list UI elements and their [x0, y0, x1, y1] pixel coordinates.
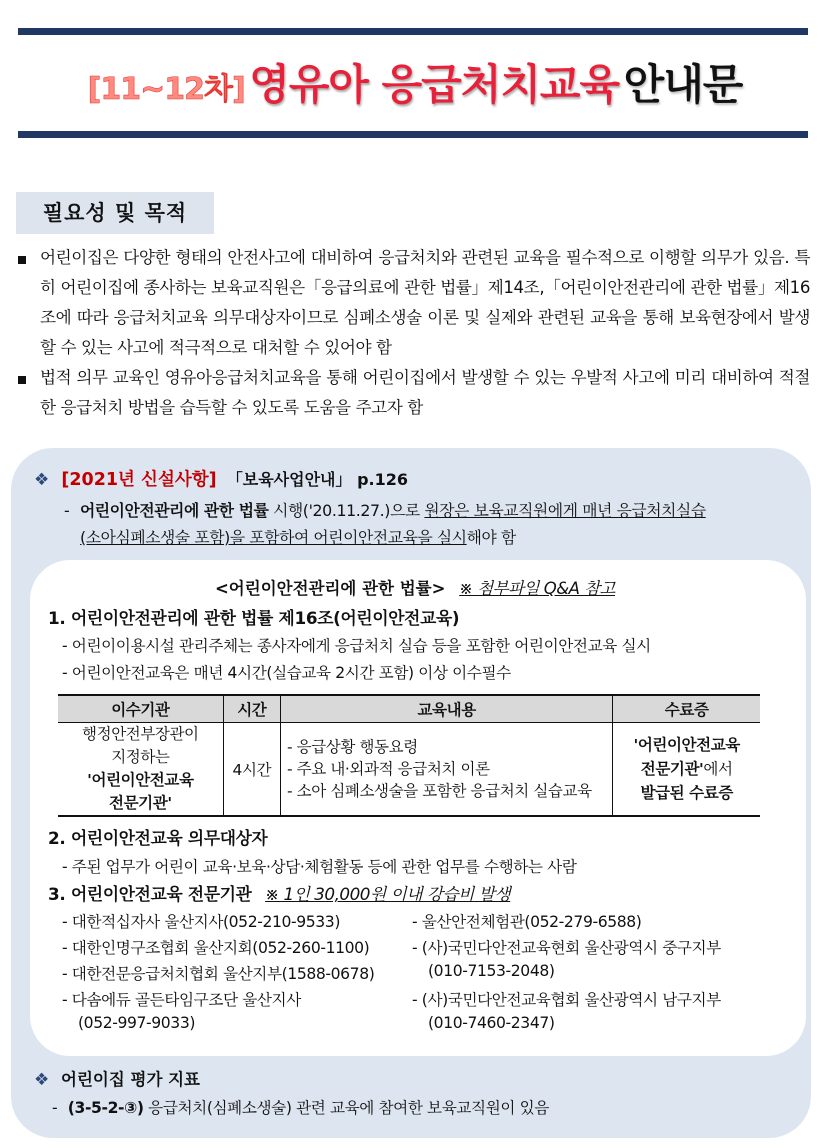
law-item: - 어린이안전교육은 매년 4시간(실습교육 2시간 포함) 이상 이수필수	[62, 664, 511, 682]
purpose-paragraph-1: 어린이집은 다양한 형태의 안전사고에 대비하여 응급처치와 관련된 교육을 필수적으로 이행할 의무가 있음. 특히 어린이집에 종사하는 보육교직원은「응급의료에 관한 법률」제14조,「어린이안전관리에 관한 법률」제16조에 따라 응급처치교육 의무대상자이므로 심폐소생술 이론 및 실제와 관련된 교육을 통해 보육현장에서 발생할 수 있는 사고에 적극적으로 대처할 수 있어야 함	[18, 243, 810, 363]
table-header: 수료증	[613, 695, 760, 723]
purpose-paragraph-2: 법적 의무 교육인 영유아응급처치교육을 통해 어린이집에서 발생할 수 있는 우발적 사고에 미리 대비하여 적절한 응급처치 방법을 습득할 수 있도록 도움을 주고자 함	[18, 363, 810, 423]
square-bullet-icon	[18, 256, 26, 264]
law-item: - 주된 업무가 어린이 교육·보육·상담·체험활동 등에 관한 업무를 수행하는 사람	[62, 858, 577, 876]
new-items-label: [2021년 신설사항]	[61, 470, 217, 490]
agency-list-item: (010-7460-2347)	[428, 1014, 555, 1032]
agency-list-item: (052-997-9033)	[78, 1014, 196, 1032]
agency-list-item: - (사)국민다안전교육현회 울산광역시 중구지부	[412, 939, 721, 957]
table-header-row	[58, 695, 760, 723]
agency-list-item: (010-7153-2048)	[428, 962, 555, 980]
agency-list-item: - (사)국민다안전교육협회 울산광역시 남구지부	[412, 991, 721, 1009]
law-title: <어린이안전관리에 관한 법률> ※ 첨부파일 Q&A 참고	[214, 579, 615, 598]
education-table	[58, 694, 760, 817]
agency-list-item: - 대한전문응급처치협회 울산지부(1588-0678)	[62, 965, 375, 983]
attachment-note: ※ 첨부파일 Q&A 참고	[459, 579, 615, 598]
law-heading-1: 1. 어린이안전관리에 관한 법률 제16조(어린이안전교육)	[48, 608, 460, 628]
agency-cell: 행정안전부장관이 지정하는 '어린이안전교육 전문기관'	[58, 723, 223, 817]
agency-list-item: - 다솜에듀 골든타임구조단 울산지사	[62, 991, 301, 1009]
agency-list-item: - 대한인명구조협회 울산지회(052-260-1100)	[62, 939, 370, 957]
table-header: 시간	[223, 695, 280, 723]
title-main: 영유아 응급처치교육	[249, 60, 620, 109]
page-title	[0, 52, 830, 112]
bottom-rule	[18, 131, 808, 138]
evaluation-item: - (3-5-2-③) 응급처치(심폐소생술) 관련 교육에 참여한 보육교직원이 있음	[52, 1099, 549, 1117]
law-heading-3: 3. 어린이안전교육 전문기관 ※ 1인 30,000원 이내 강습비 발생	[48, 884, 511, 904]
agency-list-item: - 대한적십자사 울산지사(052-210-9533)	[62, 913, 341, 931]
evaluation-code: (3-5-2-③)	[67, 1099, 144, 1117]
new-items-heading	[34, 466, 408, 491]
new-items-ref: 「보육사업안내」 p.126	[226, 470, 409, 489]
law-item: - 어린이이용시설 관리주체는 종사자에게 응급처치 실습 등을 포함한 어린이안전교육 실시	[62, 637, 651, 655]
section-heading-purpose: 필요성 및 목적	[16, 192, 214, 234]
fee-note: ※ 1인 30,000원 이내 강습비 발생	[265, 884, 511, 904]
law-heading-2: 2. 어린이안전교육 의무대상자	[48, 828, 268, 848]
table-header: 교육내용	[280, 695, 612, 723]
certificate-cell: '어린이안전교육 전문기관'에서 발급된 수료증	[613, 723, 760, 817]
contents-cell: - 응급상황 행동요령 - 주요 내·외과적 응급처치 이론 - 소아 심폐소생술을 포함한 응급처치 실습교육	[280, 723, 612, 817]
new-items-text: - 어린이안전관리에 관한 법률 시행('20.11.27.)으로 원장은 보육교직원에게 매년 응급처치실습 (소아심폐소생술 포함)을 포함하여 어린이안전교육을 실시해야 함	[64, 501, 706, 547]
table-row	[58, 723, 760, 817]
law-name: 어린이안전관리에 관한 법률	[79, 501, 269, 520]
diamond-bullet-icon: ❖	[34, 470, 50, 490]
evaluation-heading: ❖ 어린이집 평가 지표	[34, 1070, 201, 1090]
hours-cell: 4시간	[223, 723, 280, 817]
square-bullet-icon	[18, 376, 26, 384]
title-round: [11~12차]	[87, 72, 245, 107]
diamond-bullet-icon: ❖	[34, 1070, 50, 1090]
title-tail: 안내문	[623, 60, 743, 109]
agency-list-item: - 울산안전체험관(052-279-6588)	[412, 913, 642, 931]
table-header: 이수기관	[58, 695, 223, 723]
top-rule	[18, 28, 808, 35]
